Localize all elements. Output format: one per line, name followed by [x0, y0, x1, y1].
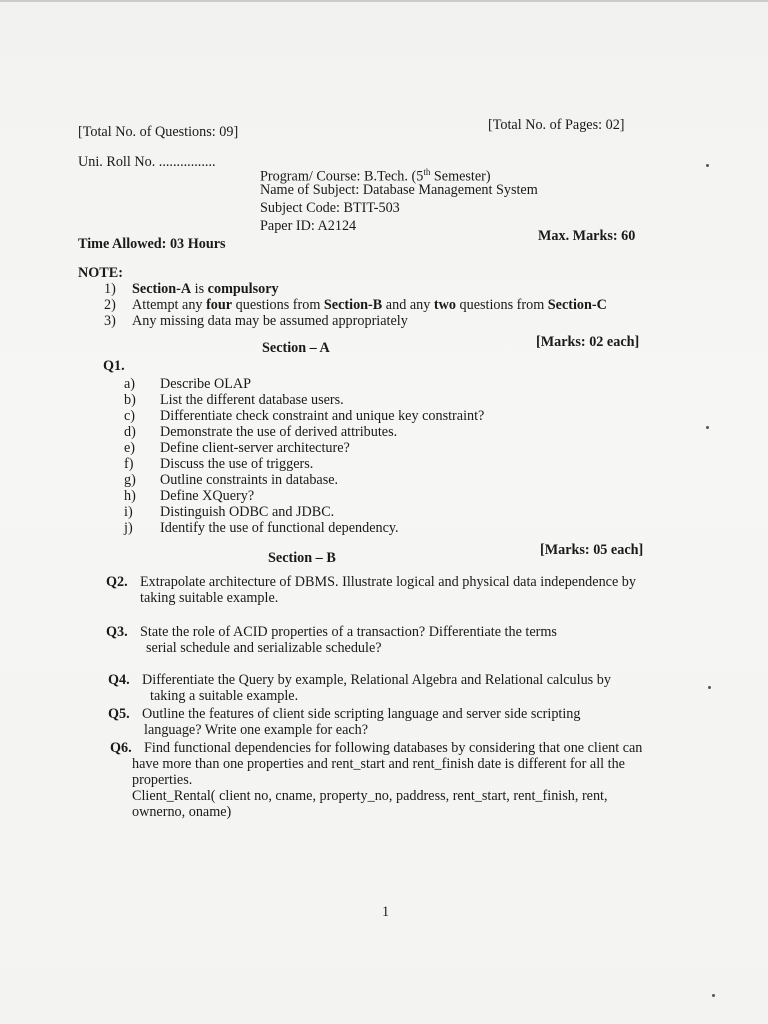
note-item: 1) Section-A is compulsory	[104, 281, 279, 297]
subject-name: Name of Subject: Database Management System	[260, 182, 538, 198]
total-questions: [Total No. of Questions: 09]	[78, 124, 239, 140]
list-item: g) Outline constraints in database.	[124, 472, 339, 488]
question-4: Q4. Differentiate the Query by example, Relational Algebra and Relational calculus by taking a suitable example.	[108, 672, 611, 704]
list-item: d) Demonstrate the use of derived attributes.	[124, 424, 398, 440]
roll-number: Uni. Roll No. ................	[78, 154, 216, 170]
question-3: Q3. State the role of ACID properties of a transaction? Differentiate the terms serial schedule and serializable schedule?	[106, 624, 557, 656]
question-2: Q2. Extrapolate architecture of DBMS. Illustrate logical and physical data independence by taking suitable example.	[106, 574, 636, 606]
scan-speck	[706, 426, 709, 429]
list-item: c) Differentiate check constraint and unique key constraint?	[124, 408, 485, 424]
list-item: j) Identify the use of functional dependency.	[124, 520, 399, 536]
scan-speck	[708, 686, 711, 689]
page-number: 1	[382, 904, 390, 920]
list-item: a) Describe OLAP	[124, 376, 252, 392]
total-pages: [Total No. of Pages: 02]	[488, 117, 625, 133]
section-b-marks: [Marks: 05 each]	[540, 542, 644, 558]
scan-edge	[0, 0, 768, 2]
scan-speck	[712, 994, 715, 997]
question-6: Q6. Find functional dependencies for following databases by considering that one client can have more than one properties and rent_start and rent_finish date is different for all the properties. Client_Rental( client no, cname, property_no, paddress, rent_start, rent_finish, rent, ownerno, oname)	[110, 740, 643, 820]
section-a-title: Section – A	[262, 340, 330, 356]
list-item: h) Define XQuery?	[124, 488, 255, 504]
question-5: Q5. Outline the features of client side scripting language and server side scripting language? Write one example for each?	[108, 706, 581, 738]
program-course: Program/ Course: B.Tech. (5th Semester)	[260, 167, 491, 185]
question-1-label: Q1.	[103, 358, 125, 374]
section-b-title: Section – B	[268, 550, 336, 566]
scan-speck	[706, 164, 709, 167]
subject-code: Subject Code: BTIT-503	[260, 200, 400, 216]
note-item: 3) Any missing data may be assumed appropriately	[104, 313, 408, 329]
note-title: NOTE:	[78, 265, 123, 281]
section-a-marks: [Marks: 02 each]	[536, 334, 640, 350]
time-allowed: Time Allowed: 03 Hours	[78, 236, 226, 252]
list-item: b) List the different database users.	[124, 392, 344, 408]
paper-id: Paper ID: A2124	[260, 218, 357, 234]
list-item: i) Distinguish ODBC and JDBC.	[124, 504, 335, 520]
max-marks: Max. Marks: 60	[538, 228, 636, 244]
list-item: e) Define client-server architecture?	[124, 440, 350, 456]
note-item: 2) Attempt any four questions from Section-B and any two questions from Section-C	[104, 297, 607, 313]
list-item: f) Discuss the use of triggers.	[124, 456, 314, 472]
